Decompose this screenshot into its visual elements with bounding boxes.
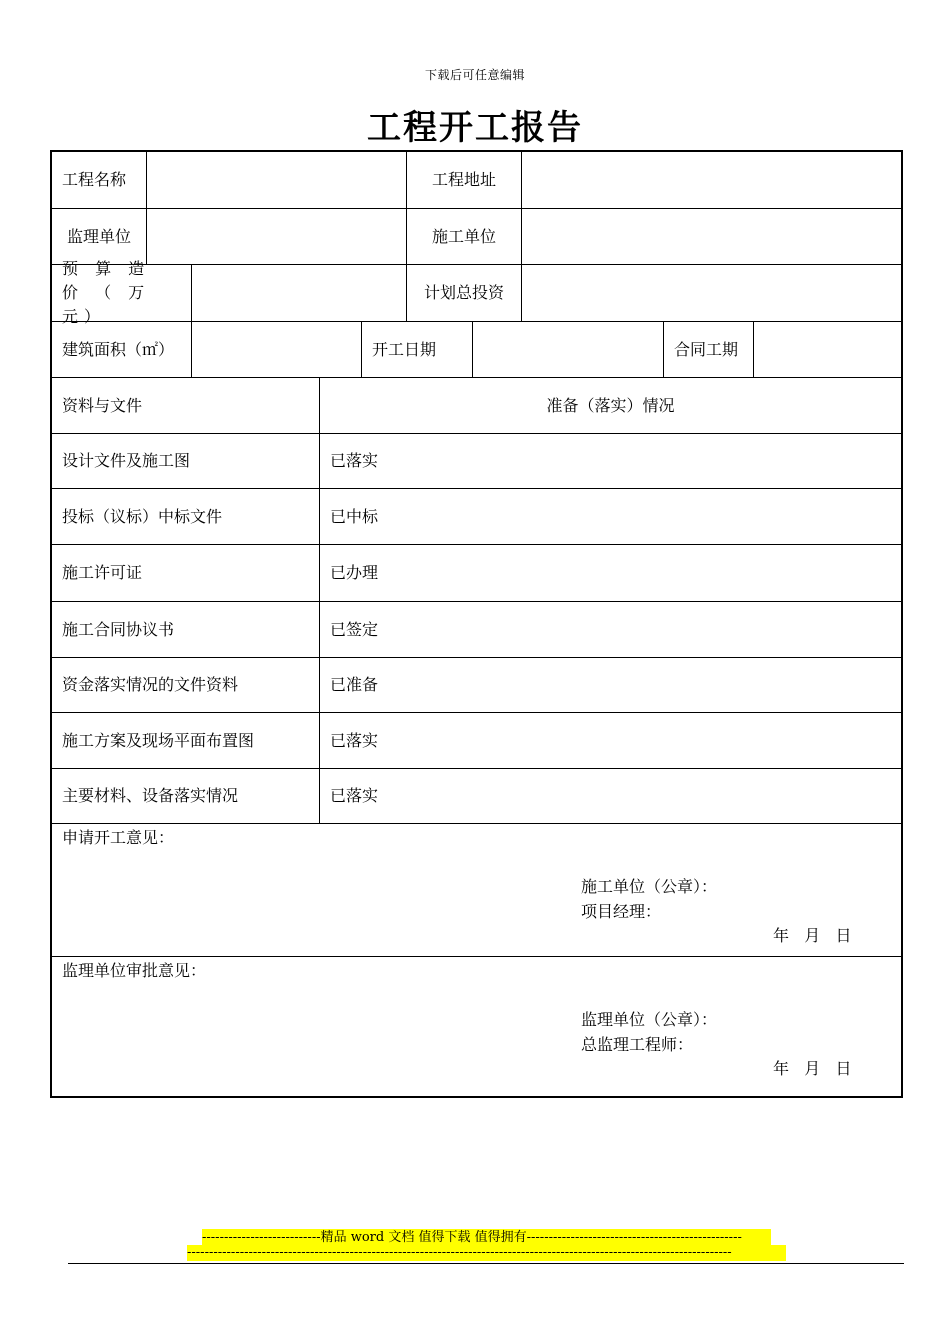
- row-project-name: [52, 152, 901, 209]
- approval-section[interactable]: [52, 957, 901, 1096]
- contract-period-label: 合同工期: [664, 322, 754, 377]
- project-name-field[interactable]: [147, 152, 407, 208]
- doc-row: [52, 658, 901, 713]
- header-note: 下载后可任意编辑: [424, 68, 525, 82]
- doc-item: 主要材料、设备落实情况: [52, 769, 320, 823]
- doc-item: 设计文件及施工图: [52, 434, 320, 488]
- approval-date: 年 月 日: [773, 1059, 852, 1078]
- application-unit-seal: 施工单位（公章）：: [581, 877, 718, 896]
- doc-status[interactable]: 已中标: [330, 506, 379, 526]
- total-investment-label: 计划总投资: [407, 265, 522, 321]
- area-label: 建筑面积（㎡）: [52, 322, 192, 377]
- start-date-label: 开工日期: [362, 322, 473, 377]
- footer-rule: [68, 1263, 904, 1264]
- doc-row: [52, 713, 901, 769]
- project-name-label: 工程名称: [52, 152, 147, 208]
- doc-row: [52, 434, 901, 489]
- application-label: 申请开工意见：: [62, 828, 175, 847]
- page-title: 工程开工报告: [367, 108, 583, 148]
- doc-item: 资金落实情况的文件资料: [52, 658, 320, 712]
- doc-item: 施工方案及现场平面布置图: [52, 713, 320, 768]
- doc-status[interactable]: 已准备: [330, 675, 379, 694]
- docs-header-status: 准备（落实）情况: [546, 395, 675, 415]
- doc-status[interactable]: 已落实: [330, 730, 379, 750]
- footer-dash-line: ----------------------------------------------------------------------------------------------------------------------------: [187, 1245, 786, 1261]
- docs-header-row: [52, 378, 901, 434]
- doc-item: 施工合同协议书: [52, 602, 320, 657]
- application-manager: 项目经理：: [581, 902, 662, 921]
- row-budget: [52, 259, 901, 326]
- doc-item: 施工许可证: [52, 545, 320, 601]
- report-form: [50, 150, 903, 1098]
- doc-row: [52, 602, 901, 658]
- approval-unit-seal: 监理单位（公章）：: [581, 1010, 718, 1029]
- contract-period-field[interactable]: [754, 322, 901, 377]
- row-area: [52, 322, 901, 378]
- budget-field[interactable]: [192, 265, 407, 321]
- total-investment-field[interactable]: [522, 265, 901, 321]
- project-address-field[interactable]: [522, 152, 901, 208]
- doc-status[interactable]: 已落实: [330, 786, 379, 805]
- footer-banner: ---------------------------精品 word 文档 值得下载 值得拥有-------------------------------------------------: [202, 1229, 771, 1246]
- docs-header-item: 资料与文件: [52, 378, 320, 433]
- area-field[interactable]: [192, 322, 362, 377]
- approval-label: 监理单位审批意见：: [62, 961, 207, 980]
- doc-row: [52, 769, 901, 824]
- contractor-label: 施工单位: [407, 209, 522, 264]
- doc-row: [52, 545, 901, 602]
- approval-chief: 总监理工程师：: [581, 1035, 694, 1054]
- contractor-field[interactable]: [522, 209, 901, 264]
- doc-status[interactable]: 已签定: [330, 619, 379, 639]
- start-date-field[interactable]: [473, 322, 664, 377]
- doc-item: 投标（议标）中标文件: [52, 489, 320, 544]
- doc-row: [52, 489, 901, 545]
- budget-label: 预 算 造 价 （ 万 元）: [52, 265, 192, 321]
- doc-status[interactable]: 已办理: [330, 563, 379, 582]
- supervisor-label: 监理单位: [52, 209, 147, 264]
- project-address-label: 工程地址: [407, 152, 522, 208]
- application-section[interactable]: [52, 824, 901, 957]
- supervisor-field[interactable]: [147, 209, 407, 264]
- application-date: 年 月 日: [773, 926, 852, 945]
- doc-status[interactable]: 已落实: [330, 451, 379, 470]
